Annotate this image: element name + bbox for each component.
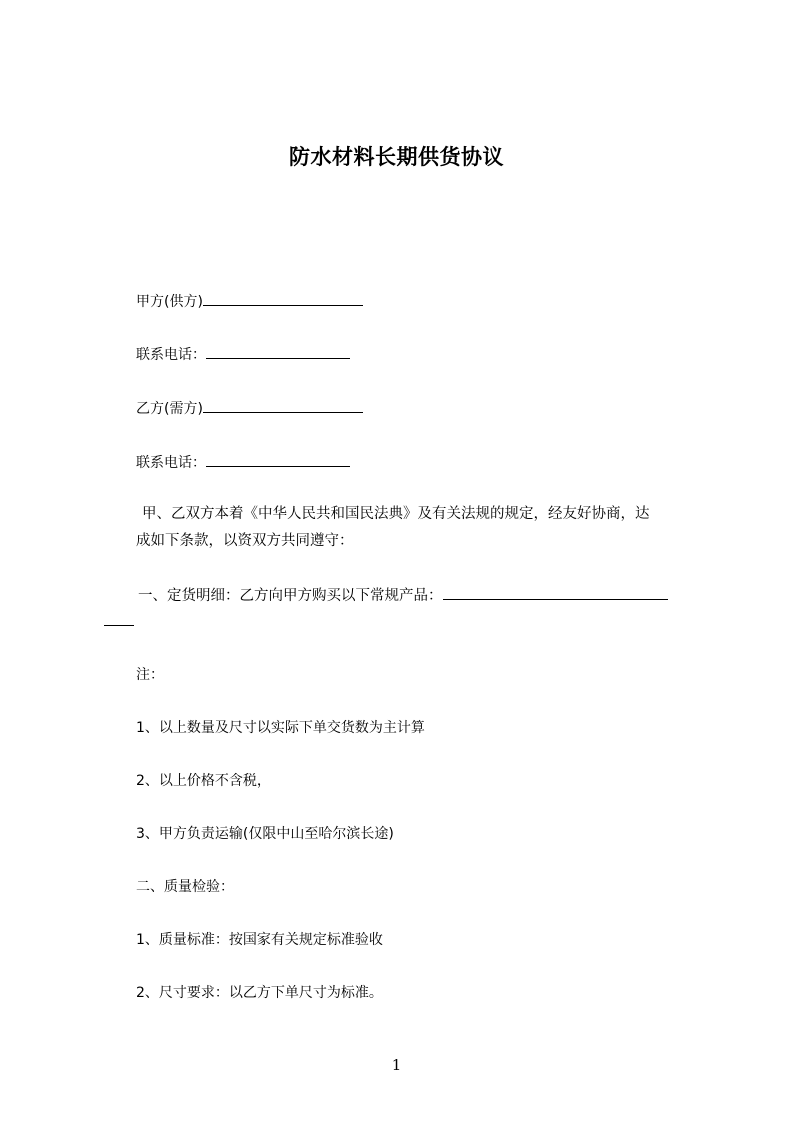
section-1-blank[interactable] [443, 584, 668, 600]
section-2-item: 1、质量标准：按国家有关规定标准验收 [136, 932, 383, 948]
note-heading: 注： [136, 667, 164, 683]
party-a-blank[interactable] [203, 290, 363, 306]
section-1-line [138, 584, 668, 607]
note-item: 3、甲方负责运输(仅限中山至哈尔滨长途) [136, 826, 394, 842]
party-b-phone-line [136, 451, 350, 474]
section-2-heading: 二、质量检验： [136, 879, 234, 895]
note-item: 2、以上价格不含税， [136, 773, 271, 789]
page-number: 1 [391, 1056, 402, 1074]
party-b-label: 乙方(需方) [136, 401, 203, 417]
party-a-phone-blank[interactable] [206, 343, 350, 359]
party-b-blank[interactable] [203, 397, 363, 413]
section-1-continuation [104, 610, 134, 633]
party-b-phone-blank[interactable] [206, 451, 350, 467]
preamble-line-1: 甲、乙双方本着《中华人民共和国民法典》及有关法规的规定，经友好协商，达 [142, 506, 650, 522]
section-1-label: 一、定货明细：乙方向甲方购买以下常规产品： [138, 588, 443, 604]
section-1-blank-continued[interactable] [104, 610, 134, 626]
party-b-line [136, 397, 363, 420]
party-a-phone-line [136, 343, 350, 366]
section-2-item: 2、尺寸要求：以乙方下单尺寸为标准。 [136, 985, 383, 1001]
party-a-phone-label: 联系电话： [136, 347, 206, 363]
party-b-phone-label: 联系电话： [136, 455, 206, 471]
note-item: 1、以上数量及尺寸以实际下单交货数为主计算 [136, 720, 425, 736]
preamble-line-2: 成如下条款，以资双方共同遵守： [136, 533, 354, 549]
party-a-label: 甲方(供方) [136, 294, 203, 310]
party-a-line [136, 290, 363, 313]
document-title: 防水材料长期供货协议 [289, 145, 504, 169]
